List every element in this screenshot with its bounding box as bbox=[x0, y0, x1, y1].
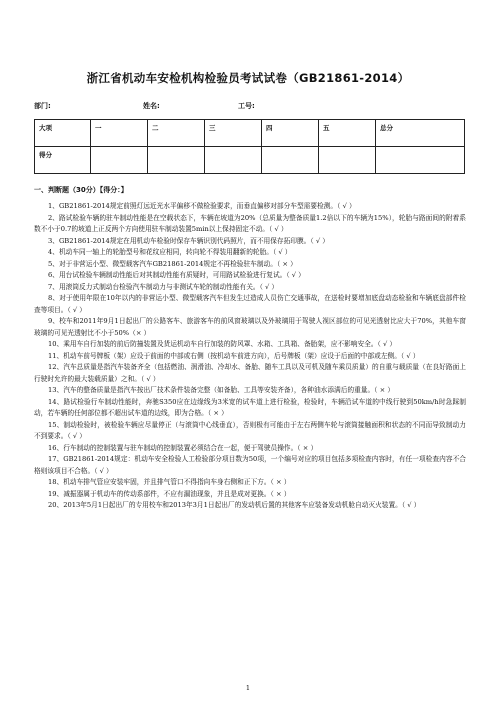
question-answer: （ √ ） bbox=[67, 432, 86, 440]
question-text: 15、制动检验时，被检验车辆应尽量停正（与滚筒中心线垂直），否则极有可能由于左右两侧车轮与滚筒接触面积和状态的不同而导致制动力不到要求。 bbox=[34, 420, 466, 440]
question-item bbox=[34, 362, 466, 385]
question-text: 2、路试检验车辆的驻车制动性能是在空载状态下，车辆在坡道为20%（总质量为整备质量1.2倍以下的车辆为15%），轮胎与路面间的附着系数不小于0.7的坡道上正反两个方向使用驻车制动装置5min以上保持固定不动。 bbox=[34, 213, 466, 233]
question-text: 17、GB21861-2014规定：机动车安全检验人工检验部分项目数为50项，一个编号对应的项目包括多项检查内容时，有任一项检查内容不合格则该项目不合格。 bbox=[34, 455, 466, 475]
question-text: 16、行车制动的控制装置与驻车制动的控制装置必须结合在一起，便于驾驶员操作。 bbox=[48, 443, 298, 452]
question-text: 18、机动车排气管应安装牢固，并且排气管口不得指向车身右侧和正下方。 bbox=[48, 478, 271, 486]
score-table-header-cell: 四 bbox=[262, 120, 319, 147]
question-answer: （ × ） bbox=[297, 443, 318, 452]
question-item bbox=[34, 397, 466, 420]
question-item bbox=[34, 282, 466, 294]
name-label: 姓名: bbox=[143, 102, 160, 110]
question-text: 6、用台试检验车辆制动性能后对其制动性能有质疑时，可用路试检验进行复试。 bbox=[48, 271, 287, 279]
score-table-header-cell: 一 bbox=[91, 120, 148, 147]
question-item bbox=[34, 213, 466, 236]
question-item bbox=[34, 351, 466, 363]
question-answer: （ × ） bbox=[207, 409, 228, 417]
question-answer: （ × ） bbox=[276, 259, 297, 268]
score-cell[interactable] bbox=[319, 147, 376, 174]
question-item bbox=[34, 316, 466, 339]
question-answer: （ √ ） bbox=[401, 501, 421, 509]
question-item bbox=[34, 339, 466, 351]
score-cell[interactable] bbox=[205, 147, 262, 174]
question-answer: （ × ） bbox=[270, 489, 291, 498]
score-table bbox=[34, 119, 465, 174]
question-text: 1、GB21861-2014规定前照灯远近光水平偏移不做检验要求，而垂直偏移对部分车型需要检测。 bbox=[48, 202, 338, 210]
exam-title: 浙江省机动车安检机构检验员考试试卷（GB21861-2014） bbox=[86, 71, 410, 85]
question-item bbox=[34, 454, 466, 477]
score-cell[interactable] bbox=[91, 147, 148, 174]
question-answer: （ √ ） bbox=[269, 225, 288, 233]
question-answer: （ √ ） bbox=[94, 466, 113, 475]
question-text: 9、校车和2011年9月1日起出厂的公路客车、旅游客车的前风窗玻璃以及外玻璃用于驾驶人视区部位的可见光透射比应大于70%，其他车窗玻璃的可见光透射比不小于50%（ bbox=[34, 317, 466, 337]
question-item bbox=[34, 385, 466, 397]
question-item bbox=[34, 477, 466, 489]
employee-id-label: 工号: bbox=[238, 102, 255, 110]
question-text: 19、减振器属于机动车的传动系部件，不应有漏油现象，并且是成对更换。 bbox=[48, 489, 271, 498]
question-answer: （ × ） bbox=[270, 478, 291, 486]
question-text: 4、机动车同一轴上的轮胎型号和花纹应相同，转向轮不得装用翻新的轮胎。 bbox=[48, 248, 273, 256]
score-table-header-row bbox=[35, 120, 465, 147]
question-text: 20、2013年5月1日起出厂的专用校车和2013年3月1日起出厂的发动机后置的其他客车应装备发动机舱自动灭火装置。 bbox=[48, 501, 402, 509]
question-answer: （ √ ） bbox=[67, 305, 86, 314]
section-heading: 一、判断题（30分）【得分：】 bbox=[34, 186, 128, 194]
question-answer: （ √ ） bbox=[286, 271, 305, 279]
question-answer: （ √ ） bbox=[400, 351, 420, 360]
question-item bbox=[34, 247, 466, 259]
score-cell[interactable] bbox=[262, 147, 319, 174]
question-answer: （ √ ） bbox=[272, 248, 292, 256]
score-table-header-cell: 总分 bbox=[376, 120, 465, 147]
question-item bbox=[34, 259, 466, 271]
score-table-header-cell: 三 bbox=[205, 120, 262, 147]
question-item bbox=[34, 270, 466, 282]
question-answer: （ √ ） bbox=[310, 236, 329, 245]
question-text: 11、机动车前号牌板（架）应设于前面的中部或右侧（按机动车前进方向），后号牌板（架）应设于后面的中部或左侧。 bbox=[48, 351, 401, 360]
question-item bbox=[34, 500, 466, 512]
score-table-header-cell: 大项 bbox=[35, 120, 91, 147]
question-answer: （ √ ） bbox=[259, 282, 279, 291]
score-cell[interactable] bbox=[148, 147, 205, 174]
question-text: 13、汽车的整备质量是指汽车按出厂技术条件装备完整（如备胎、工具等安装齐备），各种油水添满后的重量。 bbox=[48, 386, 375, 394]
score-row-label: 得分 bbox=[35, 147, 91, 174]
score-cell[interactable] bbox=[376, 147, 465, 174]
question-text: 5、对于非营运小型、微型载客汽车GB21861-2014规定不再检验驻车制动。 bbox=[48, 259, 277, 268]
question-item bbox=[34, 201, 466, 213]
question-item bbox=[34, 489, 466, 501]
question-item bbox=[34, 236, 466, 248]
score-table-score-row bbox=[35, 147, 465, 174]
question-text: 14、路试检验行车制动性能时，奔驰S350应在边缘线为3米宽的试车道上进行检验，检验时，车辆沿试车道的中线行驶到50km/h时急踩制动，若车辆的任何部位都不超出试车道的边线，即为合格。 bbox=[34, 397, 466, 417]
question-answer: （ √ ） bbox=[337, 202, 356, 210]
question-item bbox=[34, 443, 466, 455]
question-answer: × ） bbox=[135, 328, 151, 337]
question-answer: （ × ） bbox=[374, 386, 395, 394]
question-text: 7、用滚筒反力式制动台检验汽车制动力与非测试车轮的制动性能有关。 bbox=[48, 282, 260, 291]
question-text: 12、汽车总质量是指汽车装备齐全（包括燃油、润滑油、冷却水、备胎、随车工具以及可机及随车乘员质量）的自重与载质量（在良好路面上行驶时允许的最大装载质量）之和。 bbox=[34, 363, 466, 383]
question-item bbox=[34, 293, 466, 316]
question-text: 8、对于使用年限在10年以内的非营运小型、微型载客汽车但发生过造成人员伤亡交通事故，在送检时要增加底盘动态检验和车辆底盘部件检查等项目。 bbox=[34, 294, 466, 314]
question-answer: （ √ ） bbox=[377, 340, 397, 348]
question-list bbox=[34, 201, 466, 512]
question-text: 10、乘用车自行加装的前后防撞装置及货运机动车自行加装的防风罩、水箱、工具箱、备胎架，应不影响安全。 bbox=[48, 340, 378, 348]
page-number: 1 bbox=[245, 684, 251, 692]
question-item bbox=[34, 420, 466, 443]
question-text: 3、GB21861-2014规定在用机动车检验时保存车辆识别代码照片，而不用保存拓印膜。 bbox=[48, 236, 311, 245]
score-table-header-cell: 五 bbox=[319, 120, 376, 147]
score-table-header-cell: 二 bbox=[148, 120, 205, 147]
question-answer: （ √ ） bbox=[141, 374, 160, 383]
department-label: 部门: bbox=[34, 102, 51, 110]
